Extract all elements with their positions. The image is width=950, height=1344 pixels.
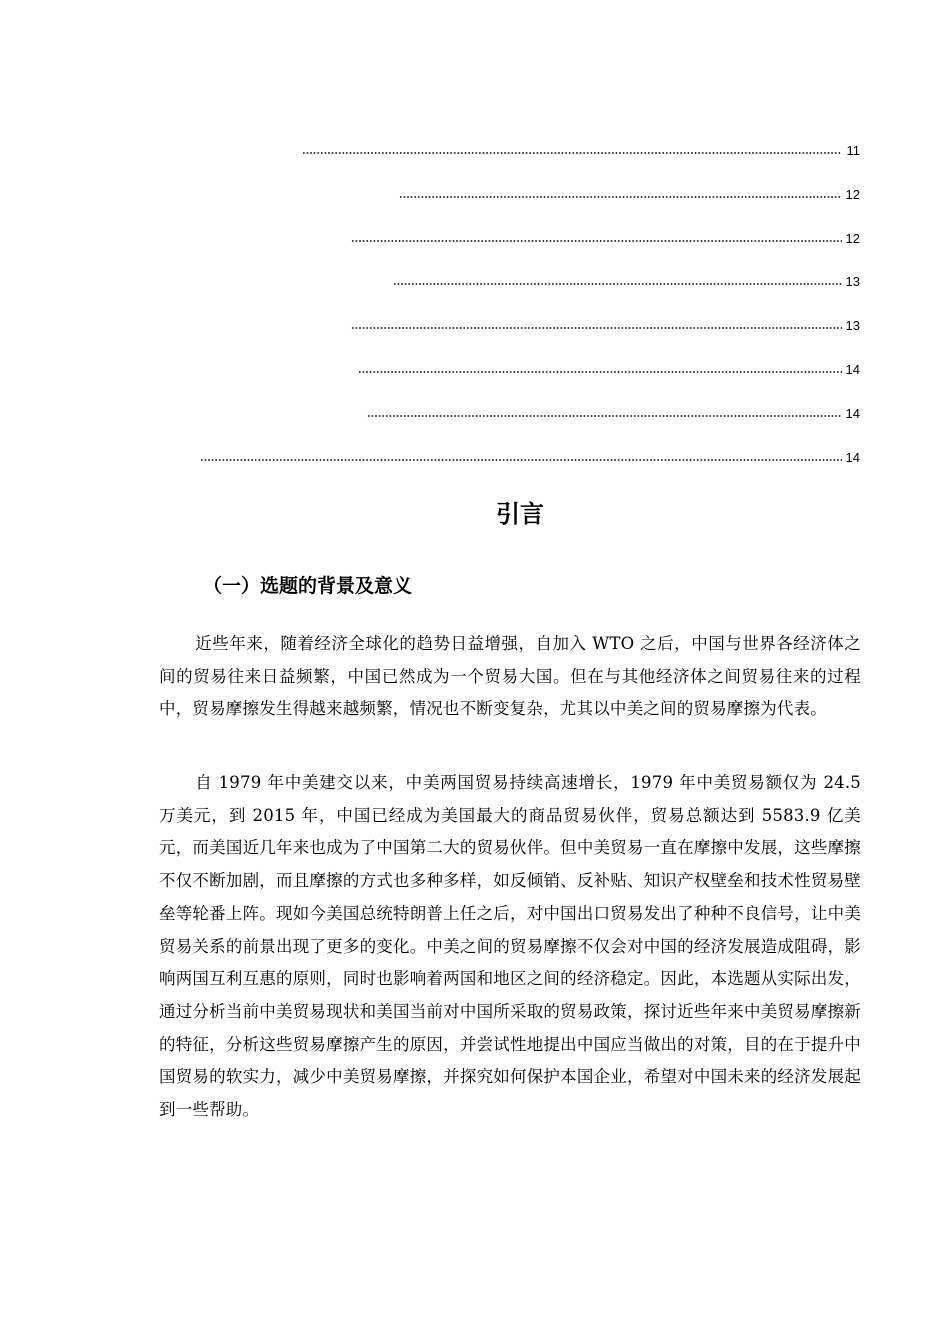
toc-entry[interactable]: [200, 447, 860, 465]
section-title: （一）选题的背景及意义: [203, 575, 413, 597]
chapter-heading: 引言: [496, 500, 544, 528]
toc-entry[interactable]: [358, 359, 860, 377]
body-paragraph: 近些年来，随着经济全球化的趋势日益增强，自加入 WTO 之后，中国与世界各经济体之间的贸易往来日益频繁，中国已然成为一个贸易大国。但在与其他经济体之间贸易往来的过程中，贸易摩擦发生得越来越频繁，情况也不断变复杂，尤其以中美之间的贸易摩擦为代表。: [159, 634, 861, 719]
toc-leader: [351, 327, 842, 329]
toc-leader: [351, 240, 842, 242]
toc-page-number: 12: [845, 231, 860, 246]
toc-page-number: 12: [845, 187, 860, 202]
toc-page-number: 14: [845, 450, 860, 465]
toc-page-number: 14: [845, 362, 860, 377]
toc-page-number: 11: [846, 143, 860, 158]
toc-leader: [200, 459, 842, 461]
toc-entry[interactable]: [367, 403, 860, 421]
toc-leader: [399, 196, 842, 198]
toc-page-number: 13: [845, 318, 860, 333]
toc-page-number: 13: [845, 274, 860, 289]
toc-entry[interactable]: [351, 315, 860, 333]
toc-entry[interactable]: [351, 228, 860, 246]
toc-entry[interactable]: [302, 140, 860, 158]
toc-leader: [393, 283, 842, 285]
body-paragraph: 自 1979 年中美建交以来，中美两国贸易持续高速增长，1979 年中美贸易额仅为 24.5 万美元，到 2015 年，中国已经成为美国最大的商品贸易伙伴，贸易总额达到 5583.9 亿美元，而美国近几年来也成为了中国第二大的贸易伙伴。但中美贸易一直在摩擦中发展，这些摩擦不仅不断加剧，而且摩擦的方式也多种多样，如反倾销、反补贴、知识产权壁垒和技术性贸易壁垒等轮番上阵。现如今美国总统特朗普上任之后，对中国出口贸易发出了种种不良信号，让中美贸易关系的前景出现了更多的变化。中美之间的贸易摩擦不仅会对中国的经济发展造成阻碍，影响两国互利互惠的原则，同时也影响着两国和地区之间的经济稳定。因此，本选题从实际出发，通过分析当前中美贸易现状和美国当前对中国所采取的贸易政策，探讨近些年来中美贸易摩擦新的特征，分析这些贸易摩擦产生的原因，并尝试性地提出中国应当做出的对策，目的在于提升中国贸易的软实力，减少中美贸易摩擦，并探究如何保护本国企业，希望对中国未来的经济发展起到一些帮助。: [159, 773, 861, 1120]
toc-entry[interactable]: [393, 271, 860, 289]
toc-leader: [367, 415, 842, 417]
toc-page-number: 14: [845, 406, 860, 421]
toc-leader: [358, 371, 842, 373]
toc-leader: [302, 152, 842, 154]
toc-entry[interactable]: [399, 184, 860, 202]
